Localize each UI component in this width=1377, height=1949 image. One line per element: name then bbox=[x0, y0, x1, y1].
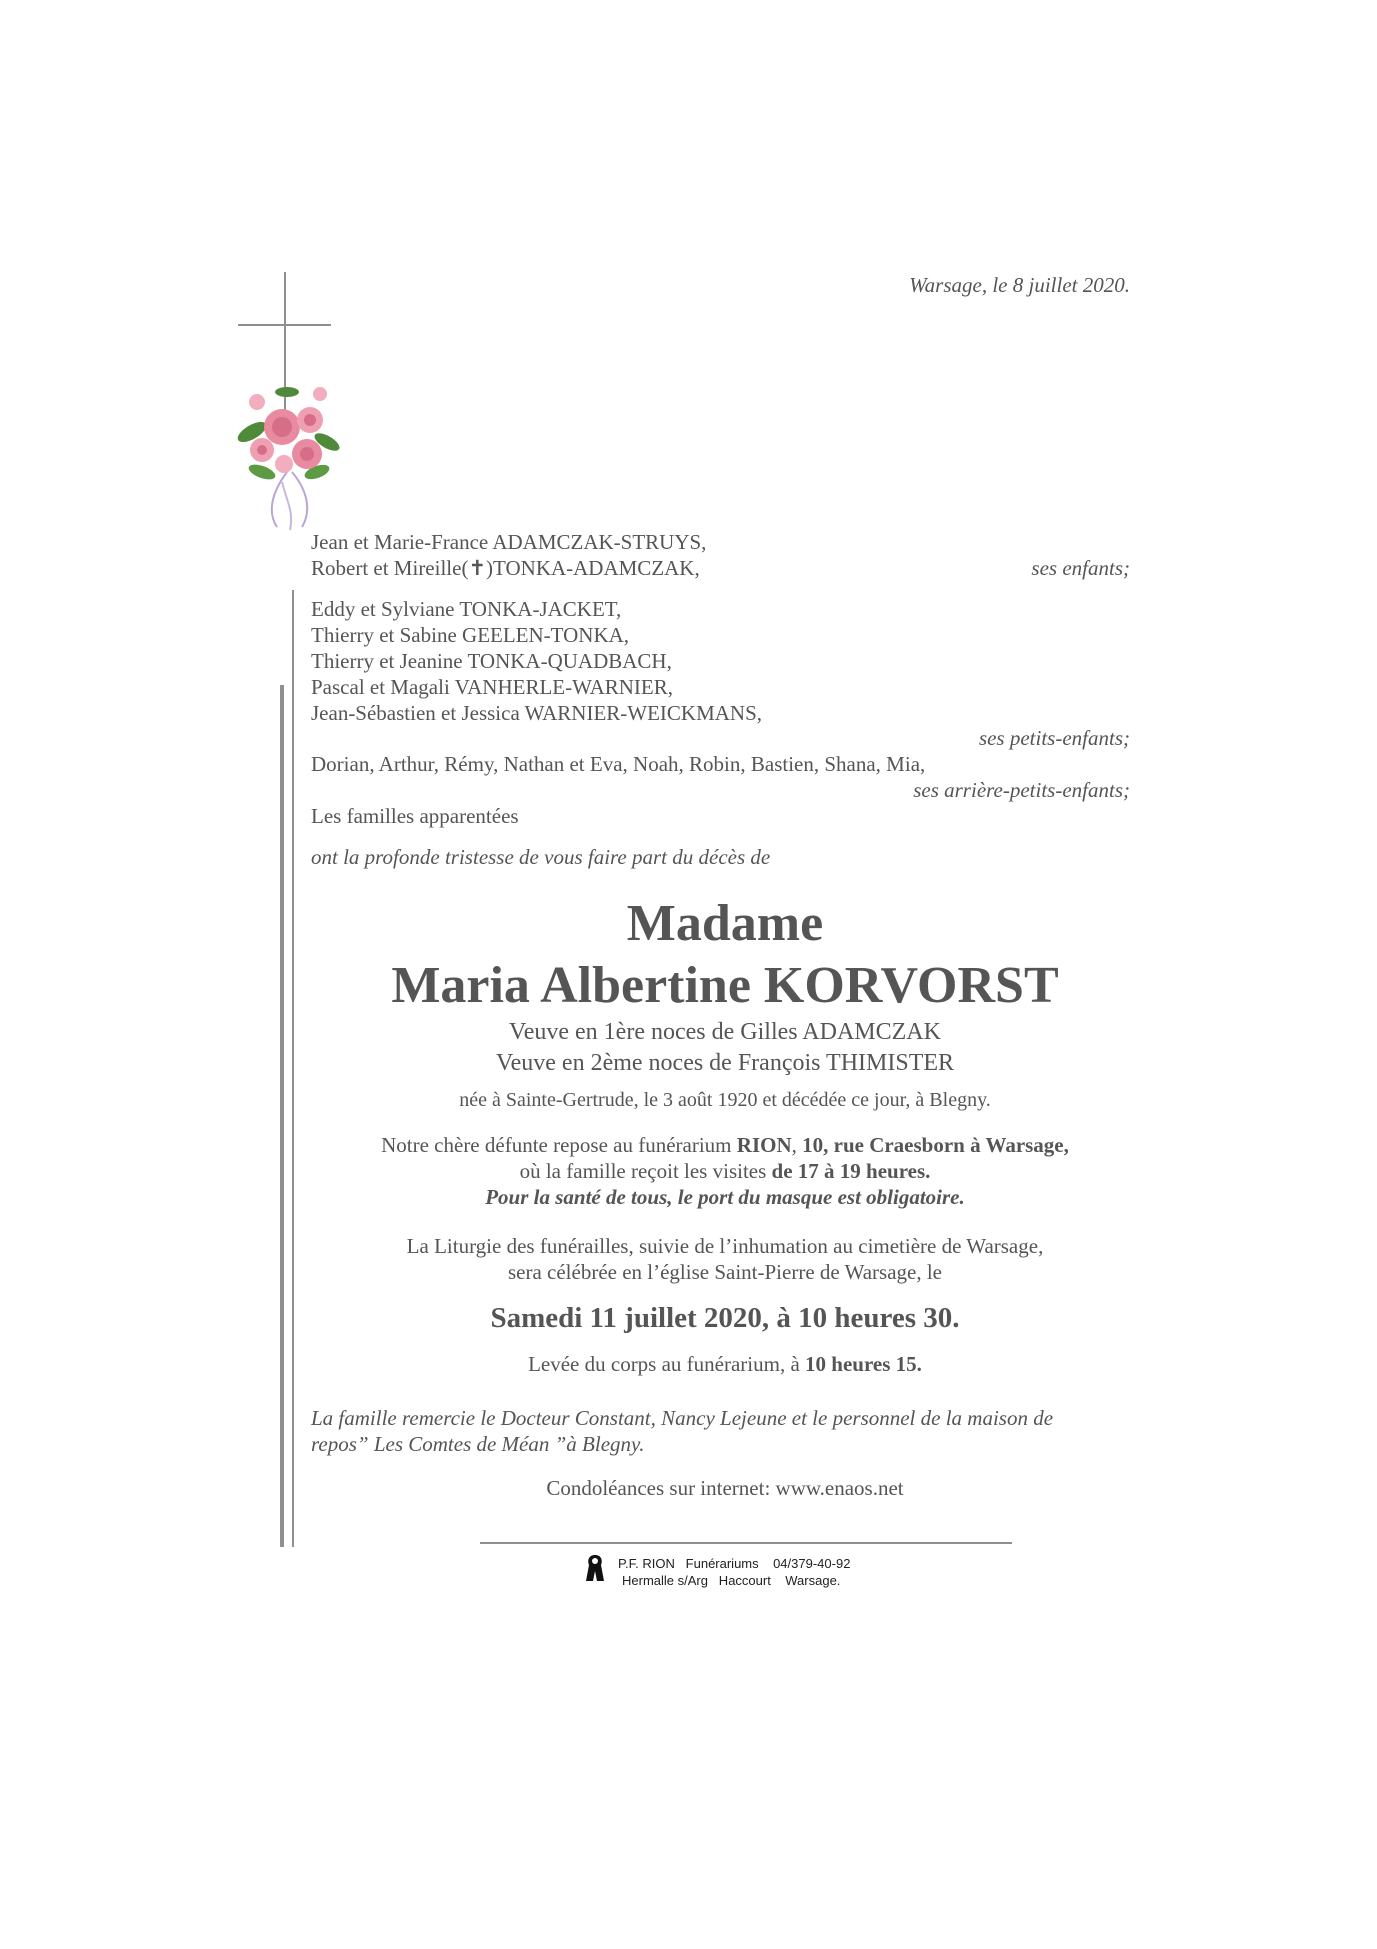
grandchild-line-2: Thierry et Sabine GEELEN-TONKA, bbox=[311, 623, 630, 647]
grandchildren-label: ses petits-enfants; bbox=[978, 726, 1130, 750]
date-line: Warsage, le 8 juillet 2020. bbox=[909, 273, 1130, 297]
visitation-line-2: où la famille reçoit les visites de 17 à 19 heures. bbox=[519, 1159, 931, 1183]
thanks-line-1: La famille remercie le Docteur Constant, Nancy Lejeune et le personnel de la maison de bbox=[311, 1406, 1054, 1430]
thanks-line-2: repos” Les Comtes de Méan ”à Blegny. bbox=[311, 1432, 645, 1456]
great-grandchildren-label: ses arrière-petits-enfants; bbox=[913, 778, 1130, 802]
rose-bouquet-icon bbox=[232, 372, 344, 532]
children-line-2: Robert et Mireille(✝)TONKA-ADAMCZAK, bbox=[311, 556, 700, 580]
widow-line-1: Veuve en 1ère noces de Gilles ADAMCZAK bbox=[509, 1019, 941, 1045]
funeral-home-logo-icon bbox=[584, 1553, 606, 1583]
deceased-title: Madame bbox=[626, 895, 824, 952]
footer-line-2: Hermalle s/Arg Haccourt Warsage. bbox=[622, 1573, 841, 1588]
left-vertical-rule-1 bbox=[280, 685, 284, 1547]
grandchild-line-3: Thierry et Jeanine TONKA-QUADBACH, bbox=[311, 649, 672, 673]
announcement-line: ont la profonde tristesse de vous faire part du décès de bbox=[311, 845, 771, 869]
widow-line-2: Veuve en 2ème noces de François THIMISTER bbox=[495, 1050, 955, 1076]
levee-line: Levée du corps au funérarium, à 10 heures 15. bbox=[528, 1352, 922, 1376]
grandchild-line-1: Eddy et Sylviane TONKA-JACKET, bbox=[311, 597, 622, 621]
footer-rule bbox=[480, 1542, 1012, 1544]
deceased-name: Maria Albertine KORVORST bbox=[391, 957, 1059, 1014]
visitation-line-1: Notre chère défunte repose au funérarium RION, 10, rue Craesborn à Warsage, bbox=[381, 1133, 1069, 1157]
condolences-line: Condoléances sur internet: www.enaos.net bbox=[546, 1476, 904, 1500]
footer-line-1: P.F. RION Funérariums 04/379-40-92 bbox=[618, 1556, 851, 1571]
ceremony-date-time: Samedi 11 juillet 2020, à 10 heures 30. bbox=[490, 1302, 960, 1334]
mask-notice: Pour la santé de tous, le port du masque est obligatoire. bbox=[485, 1185, 965, 1209]
great-grandchildren-line: Dorian, Arthur, Rémy, Nathan et Eva, Noah, Robin, Bastien, Shana, Mia, bbox=[311, 752, 926, 776]
children-label: ses enfants; bbox=[1031, 556, 1130, 580]
grandchild-line-5: Jean-Sébastien et Jessica WARNIER-WEICKMANS, bbox=[311, 701, 763, 725]
ceremony-line-2: sera célébrée en l’église Saint-Pierre de Warsage, le bbox=[507, 1260, 943, 1284]
relatives-line: Les familles apparentées bbox=[311, 804, 519, 828]
children-line-1: Jean et Marie-France ADAMCZAK-STRUYS, bbox=[311, 530, 707, 554]
grandchild-line-4: Pascal et Magali VANHERLE-WARNIER, bbox=[311, 675, 674, 699]
birth-death-line: née à Sainte-Gertrude, le 3 août 1920 et décédée ce jour, à Blegny. bbox=[459, 1089, 991, 1111]
ceremony-line-1: La Liturgie des funérailles, suivie de l’inhumation au cimetière de Warsage, bbox=[406, 1234, 1044, 1258]
